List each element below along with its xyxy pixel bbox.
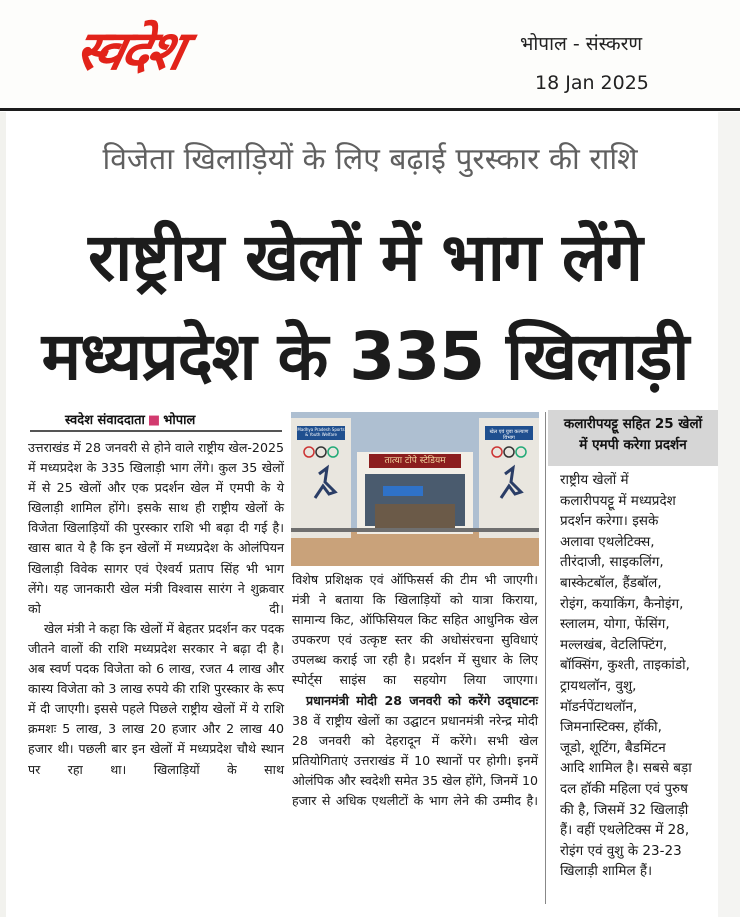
headline-line-2: मध्यप्रदेश के 335 खिलाड़ी bbox=[41, 318, 689, 395]
text-line: ओलंपिक और स्वदेशी समेत 35 खेल होंगे, bbox=[292, 772, 487, 788]
sidebar-heading-line-1: कलारीपयट्टू सहित 25 खेलों bbox=[563, 416, 703, 432]
sidebar-line: बास्केटबॉल, हैंडबॉल, bbox=[560, 574, 662, 591]
text-line: उत्कृष्ट स्तर की अधोसंरचना सुविधाएं bbox=[359, 632, 539, 648]
text-line: खेल मंत्री ने कहा कि खेलों में बेहतर bbox=[44, 620, 205, 636]
sidebar-line: अलावा एथलेटिक्स, bbox=[560, 533, 655, 550]
text-line: विशेष प्रशिक्षक एवं ऑफिसर्स की टीम भी bbox=[292, 572, 497, 587]
sidebar-line: रोइंग, कयाकिंग, कैनोइंग, bbox=[560, 595, 684, 612]
text-line: उत्तराखंड में 28 जनवरी से होने वाले राष्ट्रीय bbox=[28, 440, 225, 455]
text-line: पदक विजेता को 6 लाख, रजत 4 लाख और bbox=[75, 661, 284, 677]
text-line: 38 वें राष्ट्रीय खेलों का bbox=[292, 712, 398, 728]
paragraph-1 bbox=[28, 438, 284, 619]
sidebar-line: राष्ट्रीय खेलों में bbox=[560, 472, 629, 488]
byline-city: भोपाल bbox=[163, 413, 196, 428]
sidebar-line: बॉक्सिंग, कुश्ती, ताइकांडो, bbox=[560, 657, 690, 674]
sidebar-line: हैं। वहीं एथलेटिक्स में 28, bbox=[560, 822, 690, 839]
text-line: जानकारी खेल मंत्री विश्वास सारंग ने शुक्रवार bbox=[73, 580, 284, 596]
edition-label: भोपाल - संस्करण bbox=[520, 33, 643, 55]
sidebar-line: जूडो, शूटिंग, बैडमिंटन bbox=[560, 739, 666, 756]
sidebar-line: प्रदर्शन करेगा। इसके bbox=[560, 513, 659, 530]
adjacent-article-edge bbox=[718, 112, 740, 917]
article-column-1 bbox=[28, 438, 284, 780]
sidebar-body bbox=[560, 470, 710, 882]
text-line: प्रदर्शन कर पदक जीतने वालों की राशि bbox=[28, 620, 284, 656]
byline-separator-square: ■ bbox=[147, 413, 161, 428]
masthead-rule bbox=[0, 108, 740, 111]
text-line: सागर एवं ऐश्वर्य प्रताप सिंह भी भाग लेंगे। यह bbox=[28, 560, 284, 596]
sidebar-line: कलारीपयट्टू में मध्यप्रदेश bbox=[560, 492, 676, 509]
text-line: कास्य विजेता को 3 लाख रुपये की राशि bbox=[28, 681, 210, 697]
text-line: मध्यप्रदेश सरकार ने बढ़ा दी है। अब स्वर्ण bbox=[28, 640, 284, 677]
text-line: को देहरादून में करेंगे। सभी खेल प्रतियोगिताएं bbox=[292, 732, 538, 768]
sidebar-line: स्लालम, योगा, फेंसिंग, bbox=[560, 616, 670, 633]
byline-source: स्वदेश संवाददाता bbox=[65, 413, 145, 428]
text-line: खेल-2025 में मध्यप्रदेश के 335 खिलाड़ी bbox=[28, 440, 284, 476]
text-line: को दी। bbox=[28, 600, 284, 616]
text-line: दी गई है। खास बात ये है कि इन खेलों में bbox=[28, 520, 284, 556]
text-line: लेने की उम्मीद है। bbox=[453, 793, 538, 809]
byline-rule bbox=[30, 430, 282, 432]
sidebar-line: दल हॉकी महिला एवं पुरुष bbox=[560, 780, 688, 797]
text-line: किट सहित आधुनिक खेल उपकरण एवं bbox=[292, 612, 538, 648]
newspaper-logo: स्वदेश bbox=[70, 19, 188, 82]
text-line: एक प्रदर्शन खेल में एमपी के ये खिलाड़ी bbox=[28, 480, 284, 516]
sidebar-line: तीरंदाजी, साइकलिंग, bbox=[560, 554, 664, 571]
photo-building-sign: तात्या टोपे स्टेडियम bbox=[384, 456, 446, 466]
text-line: जिनमें 10 हजार से अधिक एथलीटों के भाग bbox=[292, 772, 538, 809]
sidebar-line: आदि शामिल है। सबसे बड़ा bbox=[560, 760, 692, 777]
photo-board-left: Madhya Pradesh Sports & Youth Welfare bbox=[297, 427, 345, 437]
article-column-2 bbox=[292, 570, 538, 811]
sidebar-heading bbox=[548, 410, 718, 466]
byline bbox=[65, 410, 195, 428]
text-line: शामिल होंगे। इसके साथ ही राष्ट्रीय खेलों के bbox=[70, 500, 284, 516]
text-line: यात्रा किराया, सामान्य किट, ऑफिसियल bbox=[292, 592, 538, 628]
text-line: उद्घाटन प्रधानमंत्री नरेन्द्र मोदी 28 जनवरी bbox=[292, 712, 538, 748]
text-line: उपलब्ध कराई जा रही है। प्रदर्शन में सुधार के bbox=[292, 652, 513, 668]
edition-date: 18 Jan 2025 bbox=[535, 72, 649, 94]
text-line: चौथे स्थान पर रहा था। खिलाड़ियों के साथ bbox=[28, 741, 284, 777]
text-line: हजार थी। पछली बार इन खेलों में मध्यप्रदेश bbox=[28, 741, 232, 757]
text-line: पिछले राष्ट्रीय खेलों में ये राशि क्रमशः 5 bbox=[28, 701, 285, 737]
text-line: पुरस्कार के रूप में दी जाएगी। इससे पहले bbox=[28, 681, 285, 717]
sidebar-line: मल्लखंब, वेटलिफ्टिंग, bbox=[560, 636, 668, 653]
paragraph-2 bbox=[28, 619, 284, 780]
paragraph-3 bbox=[292, 570, 538, 691]
article-kicker: विजेता खिलाड़ियों के लिए बढ़ाई पुरस्कार की राशि bbox=[102, 142, 638, 177]
subhead-bold: प्रधानमंत्री मोदी 28 जनवरी bbox=[306, 692, 442, 708]
subhead-bold: को करेंगे उद्‌घाटनः bbox=[448, 692, 538, 708]
text-line: लाख, 3 लाख 20 हजार और 2 लाख 40 bbox=[76, 721, 284, 737]
paragraph-4 bbox=[292, 691, 538, 812]
sidebar-line: जिमनास्टिक्स, हॉकी, bbox=[560, 719, 662, 736]
sidebar-line: खिलाड़ी शामिल हैं। bbox=[560, 863, 653, 880]
stadium-photo bbox=[291, 412, 539, 566]
sidebar-line: मॉडर्नपेंटाथलॉन, bbox=[560, 698, 638, 715]
column-divider bbox=[545, 412, 546, 904]
text-line: भाग लेंगे। कुल 35 खेलों में से 25 खेलों और bbox=[28, 460, 284, 496]
text-line: मध्यप्रदेश के ओलंपियन खिलाड़ी विवेक bbox=[28, 540, 285, 576]
sidebar-line: ट्रायथलॉन, वुशु, bbox=[560, 677, 637, 694]
headline-line-1: राष्ट्रीय खेलों में भाग लेंगे bbox=[88, 219, 642, 296]
sidebar-line: की है, जिसमें 32 खिलाड़ी bbox=[560, 801, 689, 818]
photo-board-right: खेल एवं युवा कल्याण विभाग bbox=[489, 429, 529, 441]
text-line: लिए स्पोर्ट्स साइंस का सहयोग लिया जाएगा। bbox=[292, 652, 538, 688]
text-line: विजेता खिलाड़ियों की पुरस्कार राशि भी बढ़ा bbox=[28, 520, 234, 536]
sidebar-line: रोइंग एवं वुशु के 23-23 bbox=[560, 842, 682, 859]
text-line: उत्तराखंड में 10 स्थानों पर होगी। इनमें bbox=[353, 752, 538, 768]
masthead bbox=[0, 0, 740, 108]
text-line: जाएगी। मंत्री ने बताया कि खिलाड़ियों को bbox=[292, 572, 538, 608]
sidebar-heading-line-2: में एमपी करेगा प्रदर्शन bbox=[579, 437, 687, 453]
